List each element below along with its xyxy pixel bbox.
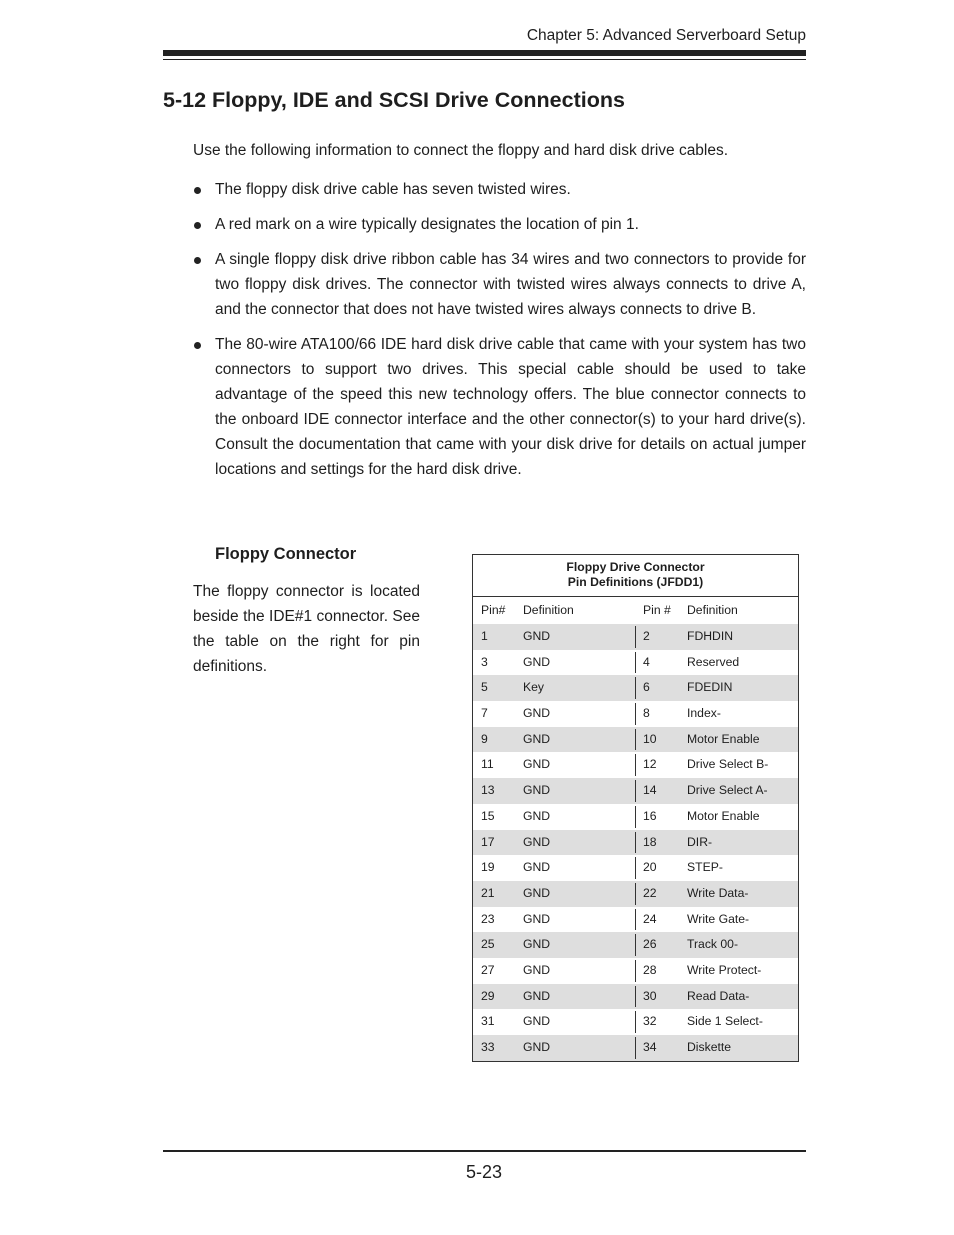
header-definition-right: Definition [687, 603, 738, 617]
pin-definition-left: GND [523, 962, 551, 977]
page-number: 5-23 [465, 1162, 503, 1182]
pin-number-right: 14 [643, 783, 657, 798]
pin-number-left: 13 [481, 783, 495, 798]
column-divider [635, 703, 636, 725]
pin-definition-right: Motor Enable [687, 808, 760, 823]
pin-definition-right: Write Gate- [687, 911, 750, 926]
bullet-item [193, 247, 806, 322]
column-divider [635, 986, 636, 1008]
pin-number-left: 31 [481, 1014, 495, 1029]
bullet-text: A red mark on a wire typically designates the location of pin 1. [215, 216, 639, 233]
pin-number-right: 8 [643, 706, 650, 721]
pin-definition-right: Track 00- [687, 937, 739, 952]
table-row [473, 830, 798, 856]
pin-definition-left: GND [523, 1014, 551, 1029]
pin-definition-left: GND [523, 937, 551, 952]
table-row [473, 1009, 798, 1035]
column-divider [635, 780, 636, 802]
bullet-text: The 80-wire ATA100/66 IDE hard disk drive cable that came with your system has two connectors to support two drives. This special cable should be used to take advantage of the speed this new technology offers. The blue connector connects to the onboard IDE connector interface and the other connector(s) to your hard drive(s). Consult the documentation that came with your disk drive for details on actual jumper locations and settings for the hard disk drive. [215, 336, 806, 478]
header-rule [163, 50, 806, 56]
bullet-dot-icon [194, 257, 201, 264]
pin-definition-right: Motor Enable [687, 731, 760, 746]
floppy-connector-title: Floppy Connector [215, 545, 357, 563]
pin-number-left: 5 [481, 680, 488, 695]
pin-number-right: 6 [643, 680, 650, 695]
pin-number-left: 17 [481, 834, 495, 849]
bullet-list [193, 177, 806, 492]
pin-definition-left: GND [523, 808, 551, 823]
pin-number-left: 33 [481, 1040, 495, 1054]
floppy-connector-text: The floppy connector is located beside the IDE#1 connector. See the table on the right for pin definitions. [193, 583, 420, 675]
pin-definition-right: Diskette [687, 1040, 732, 1054]
pin-number-left: 3 [481, 654, 488, 669]
table-row [473, 752, 798, 778]
pin-number-right: 22 [643, 885, 657, 900]
pin-definition-left: GND [523, 860, 551, 875]
pin-definition-table [472, 554, 799, 1062]
pin-definition-left: GND [523, 731, 551, 746]
pin-number-right: 26 [643, 937, 657, 952]
bullet-item [193, 177, 806, 202]
table-row [473, 727, 798, 753]
pin-definition-right: FDEDIN [687, 680, 733, 695]
table-row [473, 650, 798, 676]
pin-definition-right: Reserved [687, 654, 740, 669]
pin-number-left: 21 [481, 885, 495, 900]
pin-definition-right: Drive Select A- [687, 783, 768, 798]
pin-definition-left: GND [523, 629, 551, 643]
column-divider [635, 652, 636, 674]
column-divider [635, 883, 636, 905]
pin-number-right: 32 [643, 1014, 657, 1029]
table-row [473, 1035, 798, 1061]
pin-definition-right: Write Protect- [687, 962, 762, 977]
pin-number-right: 34 [643, 1040, 657, 1054]
footer-rule [163, 1150, 806, 1152]
pin-number-right: 10 [643, 731, 657, 746]
pin-definition-left: GND [523, 834, 551, 849]
table-row [473, 855, 798, 881]
pin-definition-left: GND [523, 783, 551, 798]
table-row [473, 907, 798, 933]
table-row [473, 804, 798, 830]
pin-definition-right: STEP- [687, 860, 723, 875]
pin-definition-left: GND [523, 885, 551, 900]
pin-number-right: 18 [643, 834, 657, 849]
bullet-item [193, 212, 806, 237]
pin-number-right: 28 [643, 962, 657, 977]
pin-number-left: 25 [481, 937, 495, 952]
table-header-row [473, 597, 798, 624]
pin-definition-left: GND [523, 706, 551, 721]
table-row [473, 881, 798, 907]
column-divider [635, 806, 636, 828]
column-divider [635, 909, 636, 931]
pin-definition-left: Key [523, 680, 545, 695]
pin-definition-right: DIR- [687, 834, 713, 849]
pin-number-right: 30 [643, 988, 657, 1003]
bullet-text: The floppy disk drive cable has seven twisted wires. [215, 181, 571, 198]
column-divider [635, 626, 636, 648]
bullet-text: A single floppy disk drive ribbon cable has 34 wires and two connectors to provide for two floppy disk drives. The connector with twisted wires always connects to drive A, and the connector that does not have twisted wires always connects to drive B. [215, 251, 806, 318]
table-row [473, 778, 798, 804]
column-divider [635, 754, 636, 776]
column-divider [635, 677, 636, 699]
table-row [473, 984, 798, 1010]
header-definition-left: Definition [523, 603, 574, 617]
header-pin-right: Pin # [643, 603, 671, 617]
pin-definition-left: GND [523, 988, 551, 1003]
column-divider [635, 1037, 636, 1059]
table-title-line2: Pin Definitions (JFDD1) [567, 575, 704, 589]
intro-paragraph: Use the following information to connect the floppy and hard disk drive cables. [193, 142, 729, 159]
pin-definition-left: GND [523, 654, 551, 669]
header-rule-thin [163, 59, 806, 60]
table-title [473, 555, 798, 597]
table-row [473, 932, 798, 958]
pin-definition-right: Drive Select B- [687, 757, 769, 772]
table-row [473, 675, 798, 701]
pin-definition-left: GND [523, 1040, 551, 1054]
column-divider [635, 729, 636, 751]
pin-number-left: 1 [481, 629, 488, 643]
pin-number-left: 11 [481, 757, 494, 772]
pin-number-right: 24 [643, 911, 657, 926]
pin-definition-right: FDHDIN [687, 629, 734, 643]
pin-definition-left: GND [523, 911, 551, 926]
column-divider [635, 960, 636, 982]
pin-number-left: 15 [481, 808, 495, 823]
pin-number-left: 27 [481, 962, 495, 977]
pin-number-left: 19 [481, 860, 495, 875]
pin-definition-right: Side 1 Select- [687, 1014, 763, 1029]
chapter-header: Chapter 5: Advanced Serverboard Setup [526, 27, 806, 44]
pin-number-right: 4 [643, 654, 650, 669]
column-divider [635, 857, 636, 879]
table-row [473, 958, 798, 984]
bullet-dot-icon [194, 187, 201, 194]
bullet-dot-icon [194, 342, 201, 349]
pin-number-right: 16 [643, 808, 657, 823]
pin-number-left: 23 [481, 911, 495, 926]
column-divider [635, 1011, 636, 1033]
pin-number-left: 7 [481, 706, 488, 721]
header-pin-left: Pin# [481, 603, 506, 617]
column-divider [635, 832, 636, 854]
pin-definition-right: Index- [687, 706, 721, 721]
pin-definition-left: GND [523, 757, 551, 772]
table-title-line1: Floppy Drive Connector [566, 560, 705, 574]
pin-definition-right: Read Data- [687, 988, 750, 1003]
bullet-item [193, 332, 806, 482]
table-row [473, 701, 798, 727]
bullet-dot-icon [194, 222, 201, 229]
pin-number-right: 20 [643, 860, 657, 875]
pin-number-right: 12 [643, 757, 657, 772]
section-title: 5-12 Floppy, IDE and SCSI Drive Connections [163, 88, 625, 112]
table-row [473, 624, 798, 650]
pin-number-left: 9 [481, 731, 488, 746]
table-body [473, 624, 798, 1061]
pin-definition-right: Write Data- [687, 885, 749, 900]
column-divider [635, 934, 636, 956]
pin-number-right: 2 [643, 629, 650, 643]
pin-number-left: 29 [481, 988, 495, 1003]
